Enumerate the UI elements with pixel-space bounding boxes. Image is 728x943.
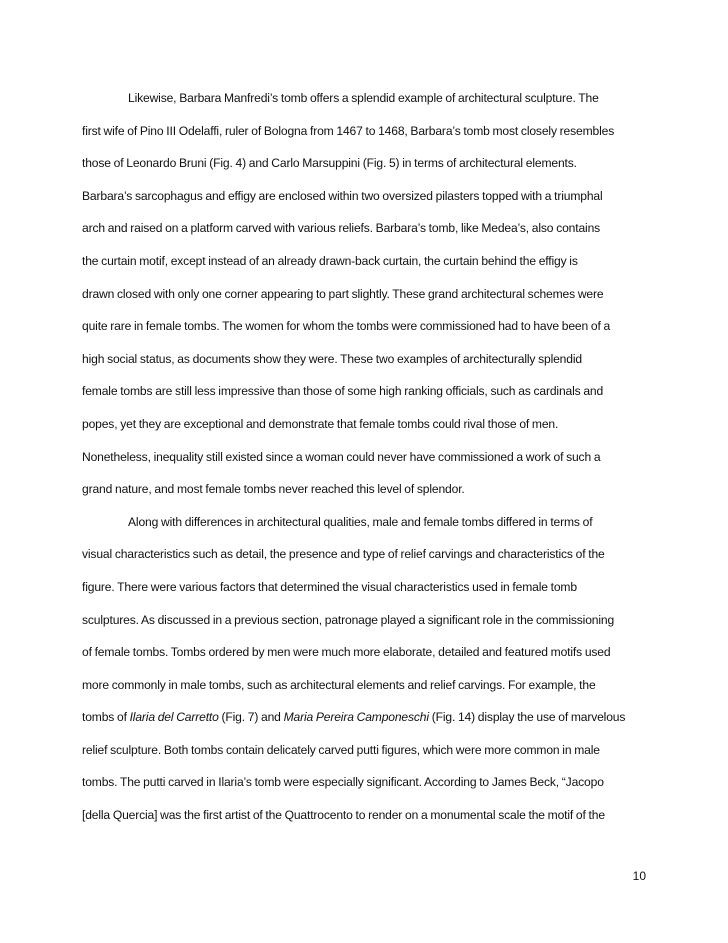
text-line: the curtain motif, except instead of an already drawn-back curtain, the curtain behind the effigy is <box>82 253 578 268</box>
text-line: Barbara’s sarcophagus and effigy are enclosed within two oversized pilasters topped with a triumphal <box>82 188 603 203</box>
text-line: arch and raised on a platform carved with various reliefs. Barbara’s tomb, like Medea’s, also contains <box>82 221 601 236</box>
text-line: [della Quercia] was the first artist of the Quattrocento to render on a monumental scale the motif of the <box>82 808 605 823</box>
text-line: more commonly in male tombs, such as architectural elements and relief carvings. For example, the <box>82 677 596 692</box>
text-line-with-titles <box>82 701 652 734</box>
artwork-title: Maria Pereira Camponeschi <box>283 710 429 725</box>
body-text <box>82 82 652 832</box>
artwork-title: Ilaria del Carretto <box>129 710 219 725</box>
text-line: visual characteristics such as detail, the presence and type of relief carvings and characteristics of the <box>82 547 605 562</box>
text-line: drawn closed with only one corner appearing to part slightly. These grand architectural schemes were <box>82 286 604 301</box>
paragraph-1-first-line: Likewise, Barbara Manfredi’s tomb offers a splendid example of architectural sculpture. The <box>128 91 599 105</box>
text-segment: (Fig. 14) display the use of marvelous <box>428 710 626 725</box>
paragraph-2-first-line: Along with differences in architectural qualities, male and female tombs differed in terms of <box>128 514 593 529</box>
text-line: popes, yet they are exceptional and demonstrate that female tombs could rival those of men. <box>82 416 559 431</box>
text-line: grand nature, and most female tombs never reached this level of splendor. <box>82 482 465 497</box>
text-line: sculptures. As discussed in a previous section, patronage played a significant role in the commissioning <box>82 612 615 627</box>
page-number: 10 <box>632 869 646 883</box>
text-line: Nonetheless, inequality still existed since a woman could never have commissioned a work of such a <box>82 449 601 464</box>
text-line: tombs. The putti carved in Ilaria’s tomb were especially significant. According to James Beck, “Jacopo <box>82 775 604 790</box>
text-line: high social status, as documents show they were. These two examples of architecturally splendid <box>82 351 582 366</box>
text-line: relief sculpture. Both tombs contain delicately carved putti figures, which were more common in male <box>82 742 600 757</box>
text-segment: (Fig. 7) and <box>218 710 284 725</box>
text-line: those of Leonardo Bruni (Fig. 4) and Carlo Marsuppini (Fig. 5) in terms of architectural elements. <box>82 156 577 171</box>
text-line: of female tombs. Tombs ordered by men were much more elaborate, detailed and featured motifs used <box>82 645 611 660</box>
text-line: quite rare in female tombs. The women for whom the tombs were commissioned had to have been of a <box>82 319 611 334</box>
text-line: female tombs are still less impressive than those of some high ranking officials, such as cardinals and <box>82 384 604 399</box>
text-line: first wife of Pino III Odelaffi, ruler of Bologna from 1467 to 1468, Barbara’s tomb most closely resembles <box>82 123 615 138</box>
text-segment: tombs of <box>82 710 130 725</box>
text-line: figure. There were various factors that determined the visual characteristics used in female tomb <box>82 579 577 594</box>
